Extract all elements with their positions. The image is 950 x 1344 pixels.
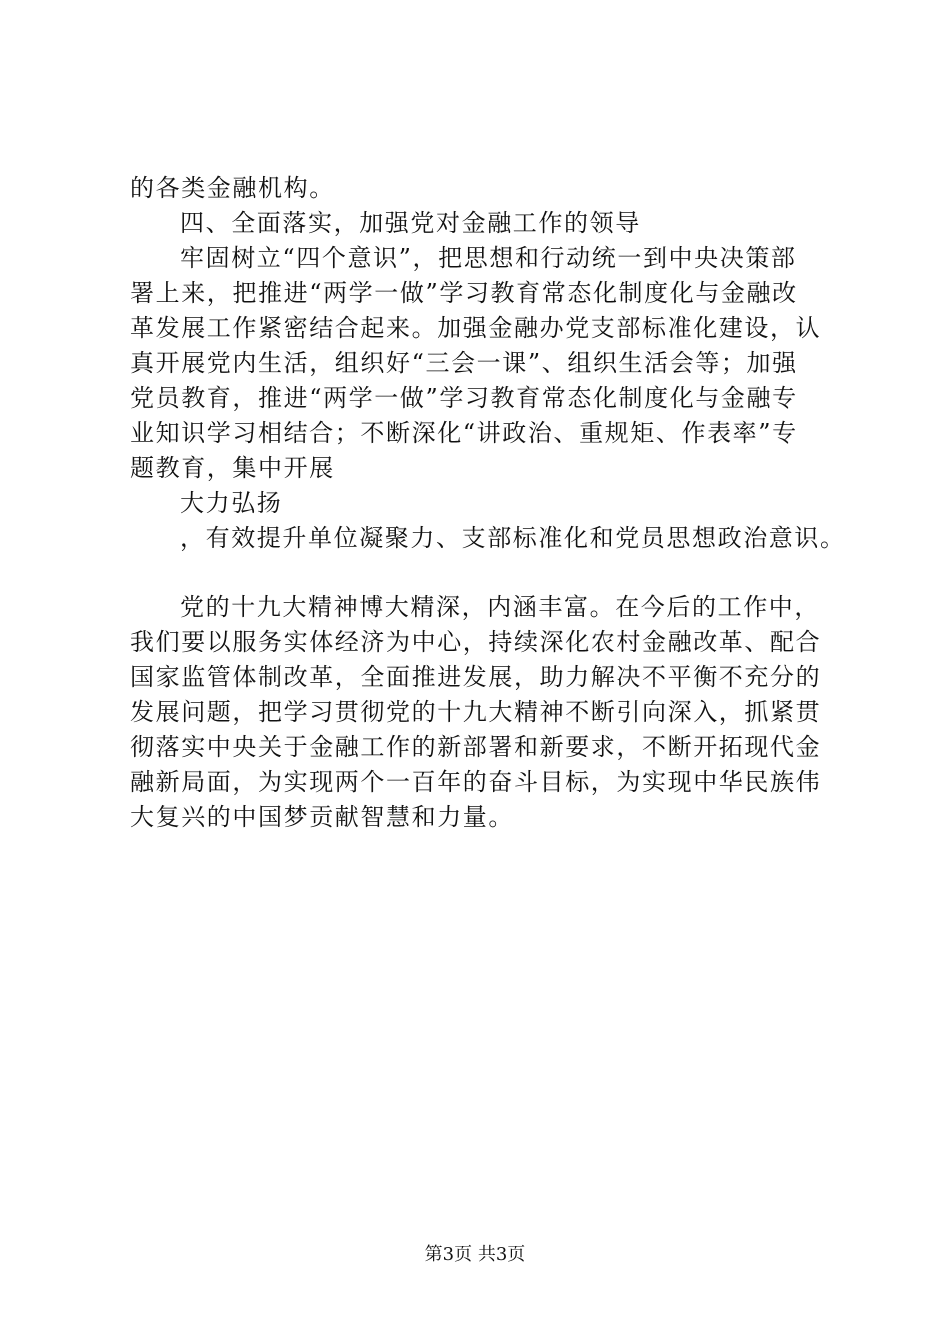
text-line: 题教育，集中开展 bbox=[130, 454, 335, 482]
text-line: 融新局面，为实现两个一百年的奋斗目标，为实现中华民族伟 bbox=[130, 768, 822, 796]
text-line: 署上来，把推进“两学一做”学习教育常态化制度化与金融改 bbox=[130, 279, 798, 307]
text-line: 国家监管体制改革，全面推进发展，助力解决不平衡不充分的 bbox=[130, 663, 822, 691]
section-heading: 四、全面落实，加强党对金融工作的领导 bbox=[180, 209, 641, 237]
text-line: 彻落实中央关于金融工作的新部署和新要求，不断开拓现代金 bbox=[130, 733, 822, 761]
text-line: 业知识学习相结合；不断深化“讲政治、重规矩、作表率”专 bbox=[130, 419, 798, 447]
text-line: 革发展工作紧密结合起来。加强金融办党支部标准化建设，认 bbox=[130, 314, 822, 342]
text-line: ，有效提升单位凝聚力、支部标准化和党员思想政治意识。 bbox=[180, 524, 846, 552]
text-line: 真开展党内生活，组织好“三会一课”、组织生活会等；加强 bbox=[130, 349, 798, 377]
text-line: 党的十九大精神博大精深，内涵丰富。在今后的工作中， bbox=[180, 593, 820, 621]
text-line: 的各类金融机构。 bbox=[130, 174, 335, 202]
text-line: 大力弘扬 bbox=[180, 489, 283, 517]
text-line: 我们要以服务实体经济为中心，持续深化农村金融改革、配合 bbox=[130, 628, 822, 656]
text-line: 发展问题，把学习贯彻党的十九大精神不断引向深入，抓紧贯 bbox=[130, 698, 822, 726]
text-line: 牢固树立“四个意识”，把思想和行动统一到中央决策部 bbox=[180, 244, 797, 272]
page-number-footer: 第3页 共3页 bbox=[424, 1244, 526, 1265]
text-line: 大复兴的中国梦贡献智慧和力量。 bbox=[130, 803, 514, 831]
text-line: 党员教育，推进“两学一做”学习教育常态化制度化与金融专 bbox=[130, 384, 798, 412]
